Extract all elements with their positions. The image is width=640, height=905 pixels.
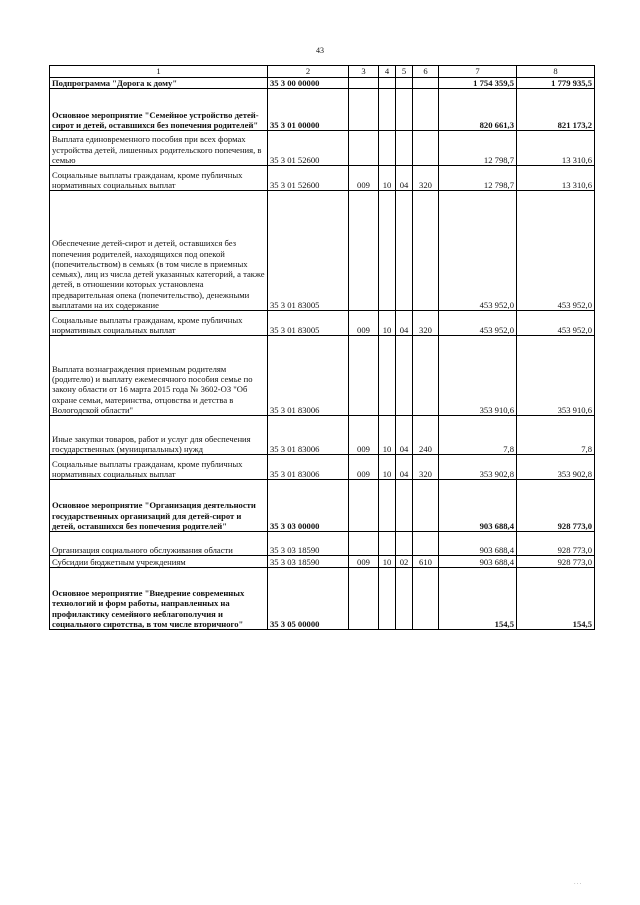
table-row: [50, 336, 595, 416]
row-value7-cell: 903 688,4: [439, 532, 517, 556]
row-value8-cell: 928 773,0: [517, 532, 595, 556]
row-value8-cell: 928 773,0: [517, 556, 595, 568]
row-col5-cell: 04: [396, 311, 413, 336]
row-code-cell: 35 3 01 83006: [268, 416, 349, 455]
row-col3-cell: [349, 78, 379, 89]
row-code-cell: 35 3 01 00000: [268, 89, 349, 131]
row-value8-cell: 353 910,6: [517, 336, 595, 416]
row-col3-cell: 009: [349, 416, 379, 455]
row-col5-cell: [396, 480, 413, 532]
row-col4-cell: 10: [379, 455, 396, 480]
row-code-cell: 35 3 01 83005: [268, 191, 349, 311]
row-value7-cell: 1 754 359,5: [439, 78, 517, 89]
row-value7-cell: 453 952,0: [439, 191, 517, 311]
row-name-cell: Социальные выплаты гражданам, кроме публичных нормативных социальных выплат: [50, 166, 268, 191]
table-row: [50, 191, 595, 311]
header-cell: 2: [268, 66, 349, 78]
row-value8-cell: 453 952,0: [517, 191, 595, 311]
row-value7-cell: 903 688,4: [439, 480, 517, 532]
row-value8-cell: 13 310,6: [517, 166, 595, 191]
row-col6-cell: 240: [413, 416, 439, 455]
row-code-cell: 35 3 00 00000: [268, 78, 349, 89]
row-name-cell: Субсидии бюджетным учреждениям: [50, 556, 268, 568]
row-value7-cell: 903 688,4: [439, 556, 517, 568]
table-row: [50, 480, 595, 532]
row-col6-cell: [413, 131, 439, 166]
row-col6-cell: [413, 336, 439, 416]
row-col5-cell: 04: [396, 416, 413, 455]
row-value7-cell: 12 798,7: [439, 166, 517, 191]
table-row: [50, 78, 595, 89]
row-code-cell: 35 3 01 52600: [268, 166, 349, 191]
row-code-cell: 35 3 01 83006: [268, 336, 349, 416]
row-col3-cell: [349, 480, 379, 532]
page-number: 43: [316, 46, 324, 55]
table-header-row: [50, 66, 595, 78]
row-col4-cell: [379, 336, 396, 416]
row-col3-cell: [349, 89, 379, 131]
row-col4-cell: [379, 532, 396, 556]
row-col6-cell: [413, 480, 439, 532]
row-code-cell: 35 3 01 83006: [268, 455, 349, 480]
row-col4-cell: 10: [379, 311, 396, 336]
row-value7-cell: 7,8: [439, 416, 517, 455]
header-cell: 8: [517, 66, 595, 78]
row-col4-cell: [379, 568, 396, 630]
row-col4-cell: [379, 191, 396, 311]
row-col5-cell: [396, 336, 413, 416]
row-value8-cell: 453 952,0: [517, 311, 595, 336]
row-value7-cell: 12 798,7: [439, 131, 517, 166]
row-value8-cell: 154,5: [517, 568, 595, 630]
row-col5-cell: [396, 532, 413, 556]
row-col4-cell: [379, 480, 396, 532]
row-value8-cell: 1 779 935,5: [517, 78, 595, 89]
row-col5-cell: [396, 568, 413, 630]
row-col3-cell: 009: [349, 556, 379, 568]
row-col3-cell: 009: [349, 311, 379, 336]
row-col5-cell: 02: [396, 556, 413, 568]
row-col4-cell: [379, 78, 396, 89]
table-row: [50, 556, 595, 568]
row-col3-cell: 009: [349, 166, 379, 191]
row-col5-cell: [396, 131, 413, 166]
row-name-cell: Обеспечение детей-сирот и детей, оставшихся без попечения родителей, находящихся под опекой (попечительством) в семьях (в том числе в приемных семьях), лиц из числа детей указанных категорий, а также детей, в отношении которых установлена предварительная опека (попечительство), денежными выплатами на их содержание: [50, 191, 268, 311]
row-col3-cell: [349, 568, 379, 630]
row-col3-cell: 009: [349, 455, 379, 480]
row-name-cell: Социальные выплаты гражданам, кроме публичных нормативных социальных выплат: [50, 311, 268, 336]
header-cell: 3: [349, 66, 379, 78]
row-col3-cell: [349, 532, 379, 556]
row-code-cell: 35 3 03 18590: [268, 556, 349, 568]
header-cell: 1: [50, 66, 268, 78]
row-col6-cell: 320: [413, 455, 439, 480]
row-code-cell: 35 3 03 00000: [268, 480, 349, 532]
row-value8-cell: 7,8: [517, 416, 595, 455]
table-row: [50, 89, 595, 131]
header-cell: 6: [413, 66, 439, 78]
row-code-cell: 35 3 05 00000: [268, 568, 349, 630]
table-row: [50, 166, 595, 191]
row-col6-cell: [413, 89, 439, 131]
row-value7-cell: 820 661,3: [439, 89, 517, 131]
row-col3-cell: [349, 336, 379, 416]
header-cell: 4: [379, 66, 396, 78]
row-col6-cell: [413, 568, 439, 630]
row-col5-cell: 04: [396, 166, 413, 191]
row-col6-cell: 320: [413, 166, 439, 191]
budget-table: [49, 65, 595, 630]
table-row: [50, 416, 595, 455]
row-col4-cell: 10: [379, 416, 396, 455]
header-cell: 7: [439, 66, 517, 78]
row-col4-cell: [379, 89, 396, 131]
header-cell: 5: [396, 66, 413, 78]
row-col6-cell: 320: [413, 311, 439, 336]
row-code-cell: 35 3 03 18590: [268, 532, 349, 556]
row-value7-cell: 353 910,6: [439, 336, 517, 416]
row-name-cell: Основное мероприятие "Внедрение современных технологий и форм работы, направленных на профилактику семейного неблагополучия и социального сиротства, в том числе вторичного": [50, 568, 268, 630]
row-name-cell: Основное мероприятие "Семейное устройство детей-сирот и детей, оставшихся без попечения родителей": [50, 89, 268, 131]
row-col5-cell: [396, 191, 413, 311]
row-name-cell: Социальные выплаты гражданам, кроме публичных нормативных социальных выплат: [50, 455, 268, 480]
row-name-cell: Подпрограмма "Дорога к дому": [50, 78, 268, 89]
row-value7-cell: 353 902,8: [439, 455, 517, 480]
table-row: [50, 131, 595, 166]
table-row: [50, 568, 595, 630]
row-col6-cell: [413, 78, 439, 89]
row-col5-cell: [396, 78, 413, 89]
row-col4-cell: 10: [379, 166, 396, 191]
row-col3-cell: [349, 131, 379, 166]
row-value8-cell: 13 310,6: [517, 131, 595, 166]
table-row: [50, 532, 595, 556]
row-name-cell: Организация социального обслуживания области: [50, 532, 268, 556]
row-col6-cell: 610: [413, 556, 439, 568]
row-code-cell: 35 3 01 52600: [268, 131, 349, 166]
table-row: [50, 455, 595, 480]
row-name-cell: Иные закупки товаров, работ и услуг для обеспечения государственных (муниципальных) нужд: [50, 416, 268, 455]
row-name-cell: Основное мероприятие "Организация деятельности государственных организаций для детей-сирот и детей, оставшихся без попечения родителей": [50, 480, 268, 532]
row-value8-cell: 821 173,2: [517, 89, 595, 131]
row-col3-cell: [349, 191, 379, 311]
row-name-cell: Выплата вознаграждения приемным родителям (родителю) и выплату ежемесячного пособия семье по закону области от 16 марта 2015 года № 3602-ОЗ "Об охране семьи, материнства, отцовства и детства в Вологодской области": [50, 336, 268, 416]
table-row: [50, 311, 595, 336]
scan-mark: · · ·: [574, 882, 582, 887]
row-value8-cell: 353 902,8: [517, 455, 595, 480]
row-col4-cell: [379, 131, 396, 166]
row-col5-cell: 04: [396, 455, 413, 480]
row-col4-cell: 10: [379, 556, 396, 568]
row-value7-cell: 453 952,0: [439, 311, 517, 336]
row-code-cell: 35 3 01 83005: [268, 311, 349, 336]
row-value7-cell: 154,5: [439, 568, 517, 630]
row-name-cell: Выплата единовременного пособия при всех формах устройства детей, лишенных родительского попечения, в семью: [50, 131, 268, 166]
row-col5-cell: [396, 89, 413, 131]
row-col6-cell: [413, 191, 439, 311]
row-col6-cell: [413, 532, 439, 556]
row-value8-cell: 928 773,0: [517, 480, 595, 532]
